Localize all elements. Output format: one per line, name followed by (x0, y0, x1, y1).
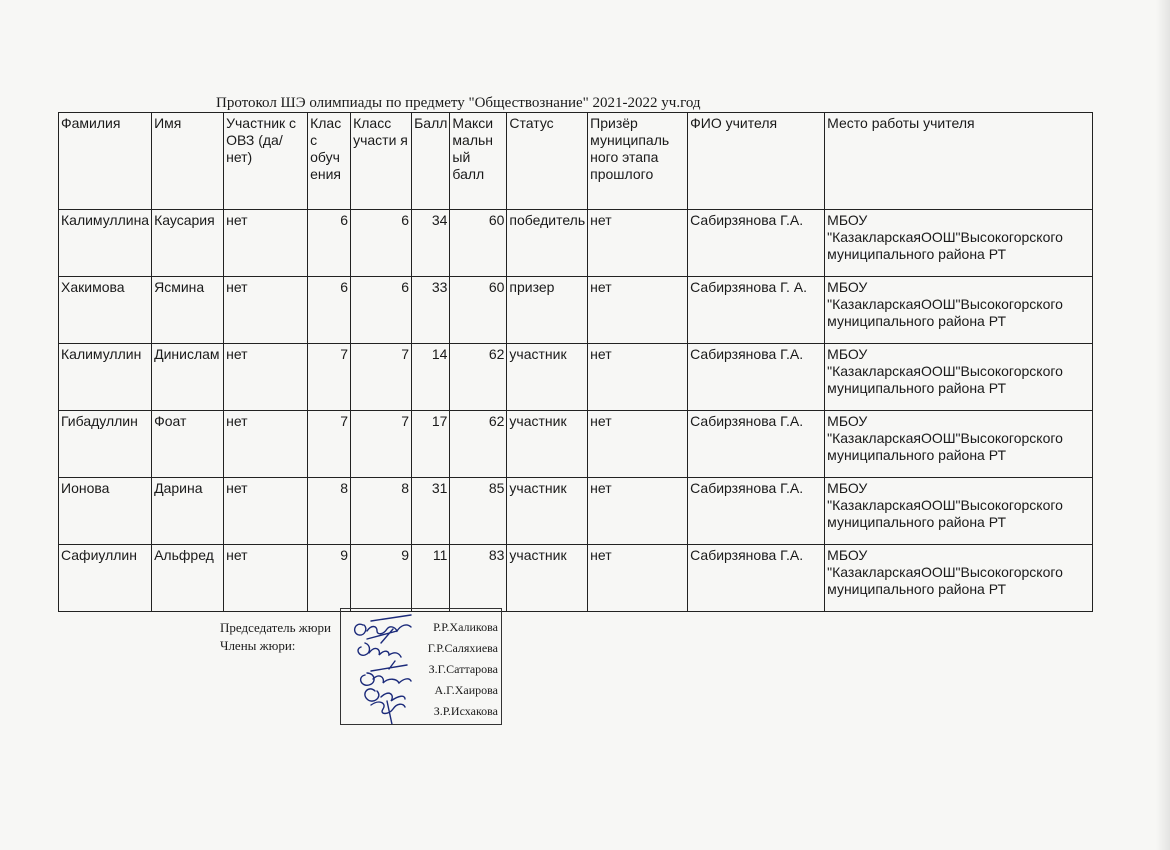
name-cell: Дарина (152, 478, 224, 545)
workplace-cell: МБОУ "КазакларскаяООШ"Высокогорского муниципального района РТ (825, 277, 1093, 344)
prize-cell: нет (588, 478, 688, 545)
status-cell: призер (507, 277, 588, 344)
jury-chair-label: Председатель жюри (220, 620, 331, 635)
jury-names (428, 617, 498, 722)
name-cell: Динислам (152, 344, 224, 411)
name-cell: Ясмина (152, 277, 224, 344)
workplace-cell: МБОУ "КазакларскаяООШ"Высокогорского муниципального района РТ (825, 478, 1093, 545)
ovz-cell: нет (224, 411, 308, 478)
grade-study-cell: 6 (308, 210, 351, 277)
table-header-row (59, 113, 1093, 210)
teacher-cell: Сабирзянова Г.А. (688, 210, 825, 277)
header-cell: ФИО учителя (688, 113, 825, 210)
jury-signature-box (340, 608, 502, 725)
results-table (58, 112, 1093, 612)
ovz-cell: нет (224, 344, 308, 411)
max-score-cell: 85 (450, 478, 507, 545)
surname-cell: Гибадуллин (59, 411, 152, 478)
header-cell: Балл (412, 113, 450, 210)
document-title: Протокол ШЭ олимпиады по предмету "Обществознание" 2021-2022 уч.год (216, 95, 701, 111)
prize-cell: нет (588, 277, 688, 344)
header-cell: Место работы учителя (825, 113, 1093, 210)
status-cell: участник (507, 344, 588, 411)
jury-member-name: Г.Р.Саляхиева (427, 641, 498, 655)
score-cell: 33 (412, 277, 450, 344)
jury-labels (220, 619, 331, 655)
score-cell: 17 (412, 411, 450, 478)
workplace-cell: МБОУ "КазакларскаяООШ"Высокогорского муниципального района РТ (825, 411, 1093, 478)
header-cell: Призёр муниципаль ного этапа прошлого (588, 113, 688, 210)
grade-participation-cell: 7 (351, 344, 412, 411)
ovz-cell: нет (224, 478, 308, 545)
name-cell: Каусария (152, 210, 224, 277)
table-row (59, 210, 1093, 277)
scan-edge-shadow (1156, 0, 1170, 850)
prize-cell: нет (588, 210, 688, 277)
status-cell: участник (507, 411, 588, 478)
header-cell: Макси мальн ый балл (450, 113, 507, 210)
surname-cell: Хакимова (59, 277, 152, 344)
surname-cell: Сафиуллин (59, 545, 152, 612)
max-score-cell: 60 (450, 210, 507, 277)
table-row (59, 411, 1093, 478)
jury-member-name: З.Р.Исхакова (433, 704, 498, 718)
grade-participation-cell: 8 (351, 478, 412, 545)
table-row (59, 478, 1093, 545)
table-row (59, 545, 1093, 612)
table-row (59, 344, 1093, 411)
table-row (59, 277, 1093, 344)
grade-participation-cell: 7 (351, 411, 412, 478)
status-cell: победитель (507, 210, 588, 277)
grade-participation-cell: 6 (351, 210, 412, 277)
workplace-cell: МБОУ "КазакларскаяООШ"Высокогорского муниципального района РТ (825, 210, 1093, 277)
score-cell: 14 (412, 344, 450, 411)
teacher-cell: Сабирзянова Г.А. (688, 478, 825, 545)
score-cell: 31 (412, 478, 450, 545)
grade-study-cell: 7 (308, 411, 351, 478)
jury-member-name: А.Г.Хаирова (434, 683, 498, 697)
prize-cell: нет (588, 344, 688, 411)
jury-members-label: Члены жюри: (220, 638, 296, 653)
jury-member-name: З.Г.Саттарова (428, 662, 498, 676)
status-cell: участник (507, 478, 588, 545)
score-cell: 34 (412, 210, 450, 277)
status-cell: участник (507, 545, 588, 612)
max-score-cell: 62 (450, 411, 507, 478)
workplace-cell: МБОУ "КазакларскаяООШ"Высокогорского муниципального района РТ (825, 344, 1093, 411)
prize-cell: нет (588, 411, 688, 478)
max-score-cell: 60 (450, 277, 507, 344)
header-cell: Класс участи я (351, 113, 412, 210)
header-cell: Фамилия (59, 113, 152, 210)
jury-member-name: Р.Р.Халикова (433, 620, 498, 634)
ovz-cell: нет (224, 210, 308, 277)
grade-study-cell: 7 (308, 344, 351, 411)
teacher-cell: Сабирзянова Г.А. (688, 411, 825, 478)
grade-participation-cell: 6 (351, 277, 412, 344)
surname-cell: Калимуллин (59, 344, 152, 411)
teacher-cell: Сабирзянова Г.А. (688, 344, 825, 411)
surname-cell: Калимуллина (59, 210, 152, 277)
header-cell: Статус (507, 113, 588, 210)
max-score-cell: 62 (450, 344, 507, 411)
grade-study-cell: 9 (308, 545, 351, 612)
surname-cell: Ионова (59, 478, 152, 545)
name-cell: Фоат (152, 411, 224, 478)
grade-study-cell: 8 (308, 478, 351, 545)
grade-participation-cell: 9 (351, 545, 412, 612)
header-cell: Участник с ОВЗ (да/нет) (224, 113, 308, 210)
ovz-cell: нет (224, 545, 308, 612)
header-cell: Имя (152, 113, 224, 210)
teacher-cell: Сабирзянова Г. А. (688, 277, 825, 344)
prize-cell: нет (588, 545, 688, 612)
max-score-cell: 83 (450, 545, 507, 612)
workplace-cell: МБОУ "КазакларскаяООШ"Высокогорского муниципального района РТ (825, 545, 1093, 612)
grade-study-cell: 6 (308, 277, 351, 344)
ovz-cell: нет (224, 277, 308, 344)
score-cell: 11 (412, 545, 450, 612)
header-cell: Клас с обуч ения (308, 113, 351, 210)
teacher-cell: Сабирзянова Г.А. (688, 545, 825, 612)
name-cell: Альфред (152, 545, 224, 612)
